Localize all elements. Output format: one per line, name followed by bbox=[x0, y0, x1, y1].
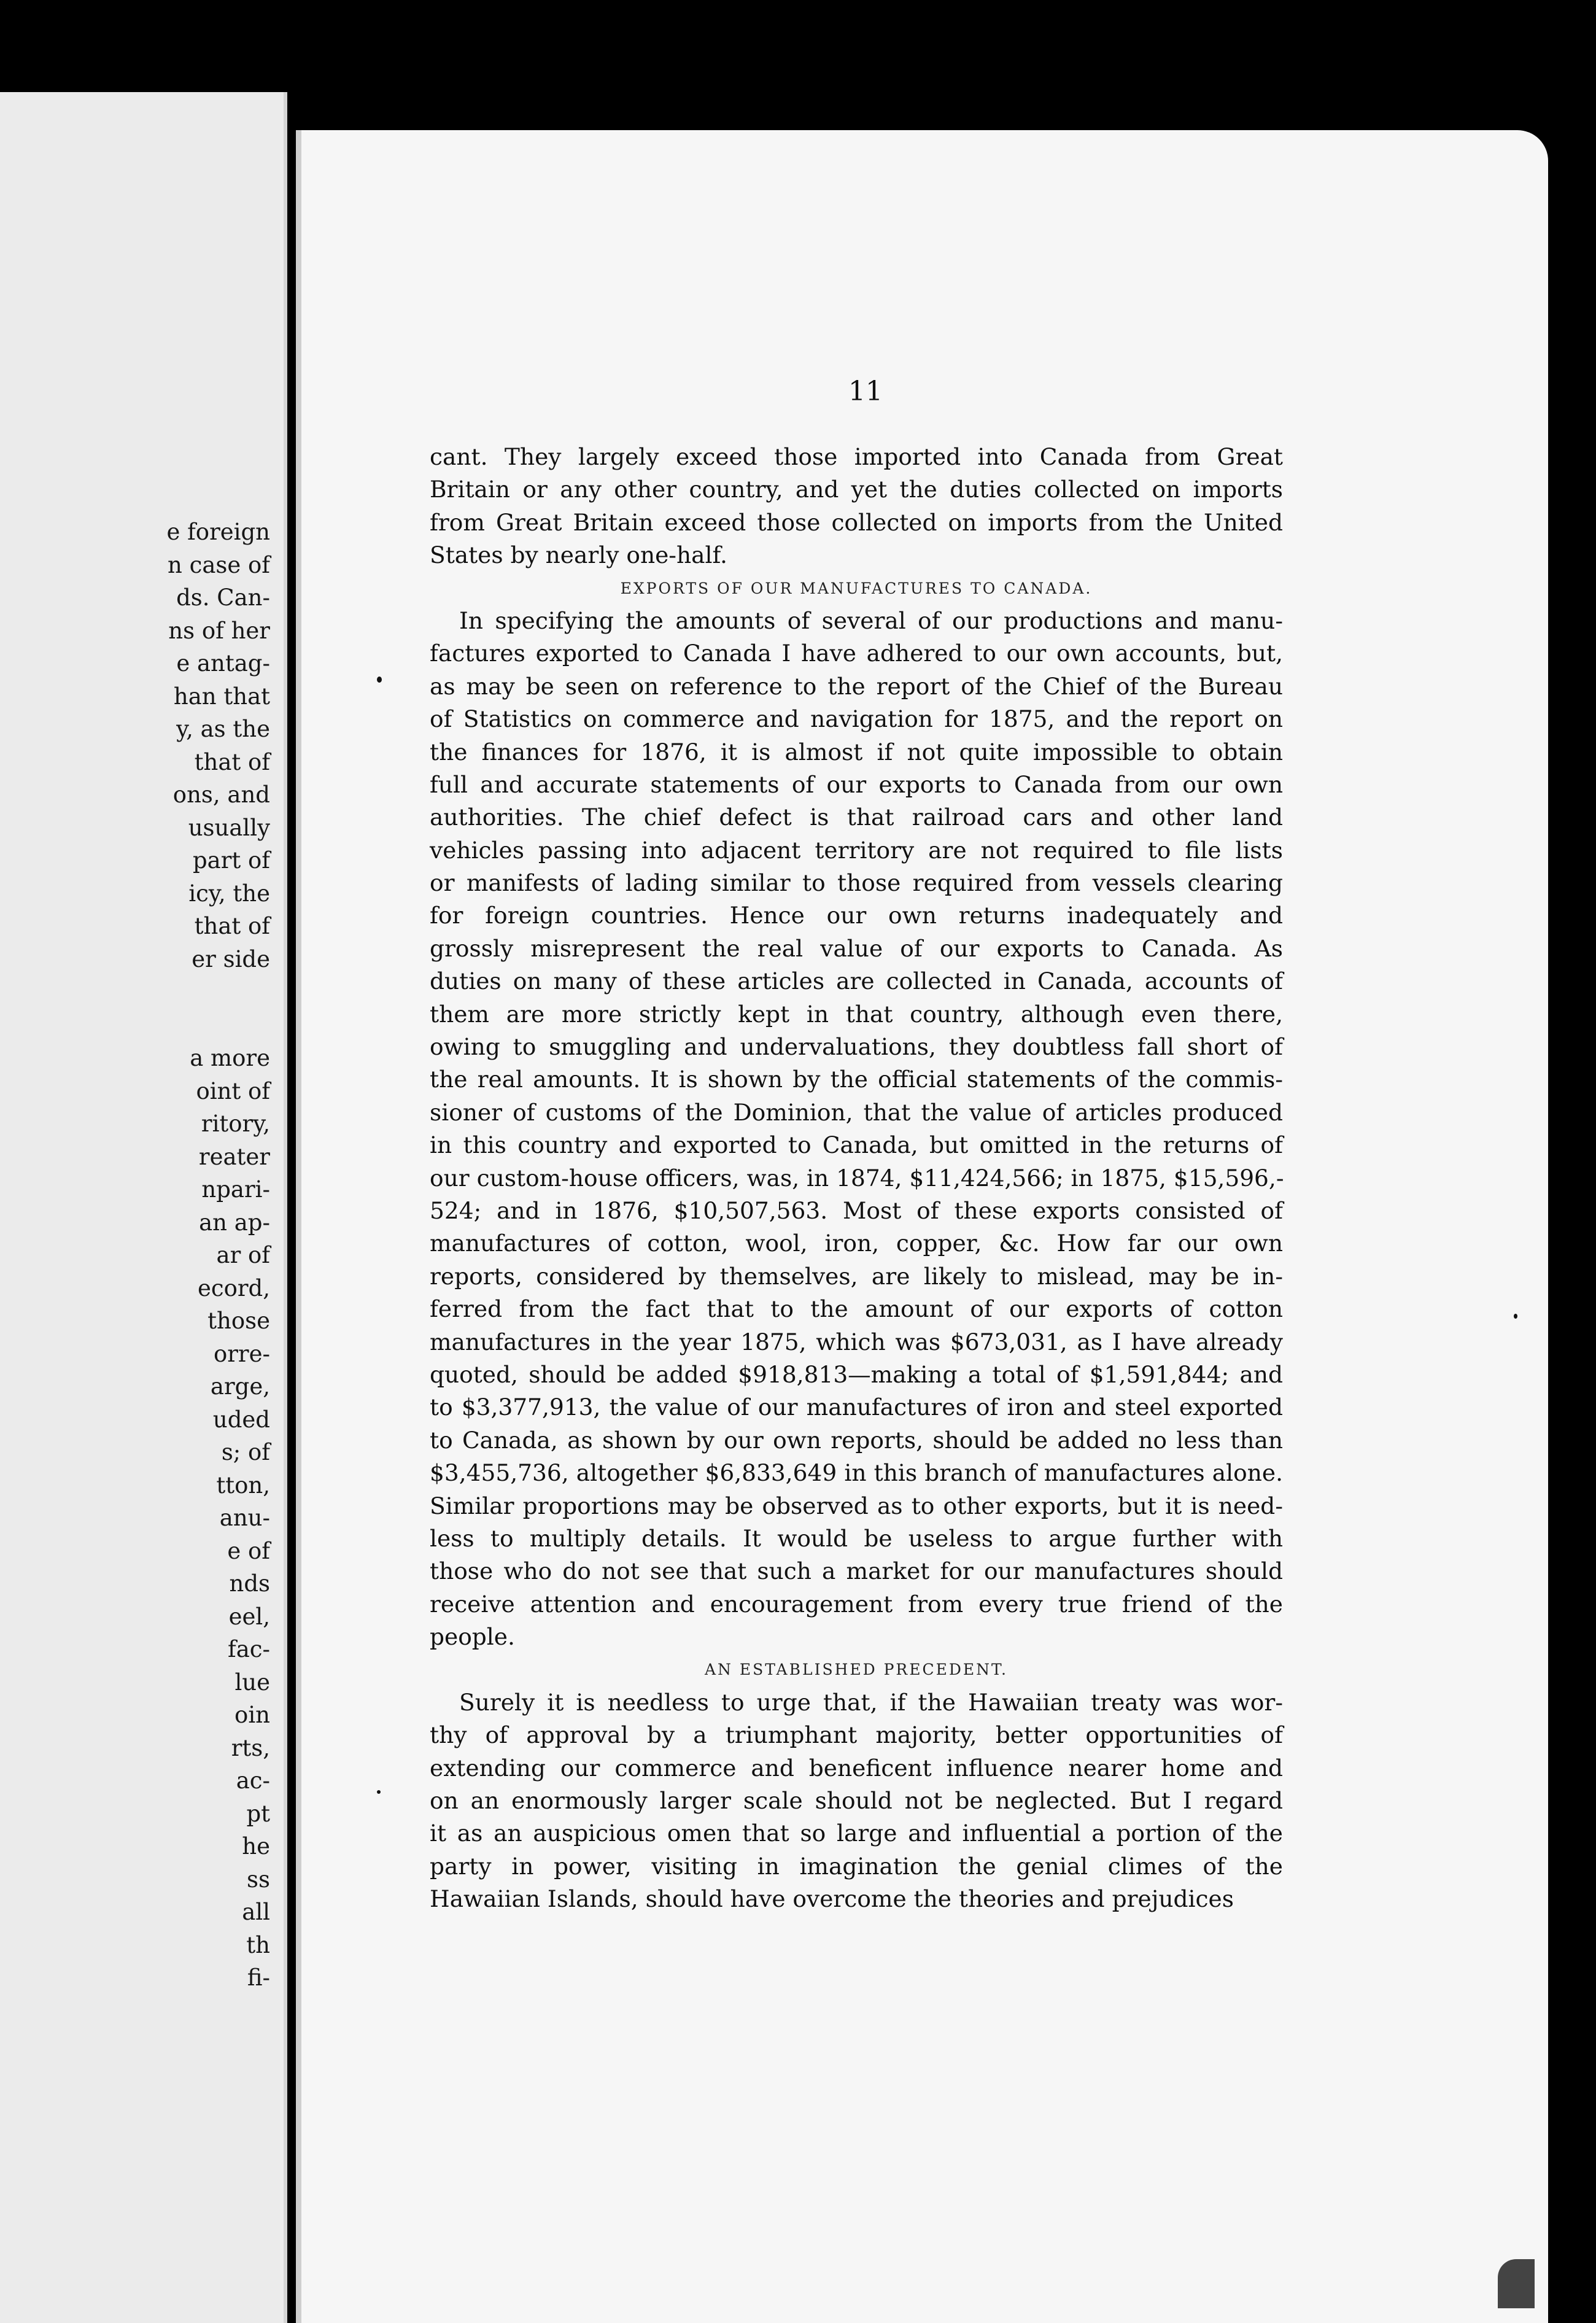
text-line: grossly misrepresent the real value of our exports to Canada. As bbox=[430, 934, 1283, 962]
text-line: In specifying the amounts of several of our productions and manu- bbox=[459, 607, 1283, 634]
left-page-line: that of bbox=[194, 913, 270, 939]
text-line: the real amounts. It is shown by the official statements of the commis- bbox=[430, 1066, 1283, 1093]
left-page-line: e foreign bbox=[166, 519, 270, 545]
left-page-line: anu- bbox=[219, 1505, 270, 1531]
text-line: 524; and in 1876, $10,507,563. Most of these exports consisted of bbox=[430, 1196, 1283, 1224]
text-line: it as an auspicious omen that so large and influential a portion of the bbox=[430, 1820, 1283, 1847]
paragraph-precedent bbox=[430, 1686, 1283, 1916]
text-line: or manifests of lading similar to those required from vessels clearing bbox=[430, 869, 1283, 897]
text-line: authorities. The chief defect is that railroad cars and other land bbox=[430, 804, 1283, 831]
text-line: cant. They largely exceed those imported into Canada from Great bbox=[430, 443, 1283, 470]
left-page-gap bbox=[0, 975, 270, 1042]
text-line: people. bbox=[430, 1623, 515, 1651]
text-line: manufactures of cotton, wool, iron, copper, &c. How far our own bbox=[430, 1230, 1283, 1257]
text-line: vehicles passing into adjacent territory are not required to file lists bbox=[430, 836, 1283, 864]
left-page-line: arge, bbox=[210, 1373, 270, 1400]
heading-precedent: AN ESTABLISHED PRECEDENT. bbox=[704, 1661, 1009, 1679]
text-line: party in power, visiting in imagination the genial climes of the bbox=[430, 1852, 1283, 1880]
left-page-line: ds. Can- bbox=[176, 584, 270, 611]
left-page-line: orre- bbox=[213, 1340, 270, 1367]
ink-speck bbox=[377, 1790, 381, 1794]
paragraph-cant bbox=[430, 441, 1283, 572]
text-line: for foreign countries. Hence our own returns inadequately and bbox=[430, 902, 1283, 929]
text-line: Britain or any other country, and yet the duties collected on imports bbox=[430, 476, 1283, 503]
left-page-line: he bbox=[242, 1833, 270, 1860]
left-page-line: e antag- bbox=[176, 650, 270, 677]
text-line: factures exported to Canada I have adhered to our own accounts, but, bbox=[430, 640, 1283, 667]
text-line: less to multiply details. It would be useless to argue further with bbox=[430, 1524, 1283, 1552]
left-page-line: pt bbox=[246, 1800, 270, 1827]
left-page-line: uded bbox=[212, 1406, 270, 1433]
ink-speck bbox=[377, 677, 382, 683]
left-page-line: tton, bbox=[216, 1472, 270, 1499]
text-line: in this country and exported to Canada, but omitted in the returns of bbox=[430, 1131, 1283, 1159]
text-line: from Great Britain exceed those collected on imports from the United bbox=[430, 508, 1283, 536]
left-page-line: usually bbox=[188, 814, 270, 841]
left-page-line: reater bbox=[198, 1143, 270, 1170]
page-number: 11 bbox=[848, 376, 883, 407]
left-page-line: s; of bbox=[221, 1439, 270, 1465]
left-page-line: ons, and bbox=[172, 781, 270, 808]
left-page-text bbox=[0, 516, 270, 1995]
left-page-line: n case of bbox=[168, 551, 270, 578]
text-line: Similar proportions may be observed as to other exports, but it is need- bbox=[430, 1492, 1283, 1519]
text-line: $3,455,736, altogether $6,833,649 in this branch of manufactures alone. bbox=[430, 1459, 1283, 1487]
text-line: on an enormously larger scale should not be neglected. But I regard bbox=[430, 1787, 1283, 1815]
left-page-line: ritory, bbox=[201, 1111, 270, 1137]
left-page-line: han that bbox=[173, 683, 270, 710]
text-line: the finances for 1876, it is almost if not quite impossible to obtain bbox=[430, 738, 1283, 766]
text-line: extending our commerce and beneficent influence nearer home and bbox=[430, 1754, 1283, 1782]
left-page-line: all bbox=[242, 1899, 270, 1925]
left-page-line: ss bbox=[247, 1866, 270, 1893]
ink-speck bbox=[1514, 1314, 1517, 1319]
text-line: those who do not see that such a market for our manufactures should bbox=[430, 1557, 1283, 1585]
text-line: to Canada, as shown by our own reports, should be added no less than bbox=[430, 1426, 1283, 1454]
left-page-line: a more bbox=[190, 1045, 270, 1071]
text-line: them are more strictly kept in that country, although even there, bbox=[430, 1000, 1283, 1028]
left-page-line: eel, bbox=[228, 1603, 270, 1630]
left-page-line: an ap- bbox=[199, 1209, 270, 1236]
left-page-line: part of bbox=[192, 847, 270, 874]
left-page-line: fac- bbox=[228, 1636, 270, 1662]
text-line: ferred from the fact that to the amount of our exports of cotton bbox=[430, 1295, 1283, 1323]
left-page-line: lue bbox=[234, 1669, 270, 1696]
text-line: thy of approval by a triumphant majority, better opportunities of bbox=[430, 1721, 1283, 1749]
text-line: manufactures in the year 1875, which was $673,031, as I have already bbox=[430, 1328, 1283, 1355]
text-line: reports, considered by themselves, are likely to mislead, may be in- bbox=[430, 1262, 1283, 1290]
left-page-line: npari- bbox=[201, 1176, 270, 1203]
page-body bbox=[430, 441, 1283, 1916]
text-line: owing to smuggling and undervaluations, they doubtless fall short of bbox=[430, 1033, 1283, 1061]
text-line: States by nearly one-half. bbox=[430, 541, 727, 569]
left-page-line: e of bbox=[227, 1537, 270, 1564]
left-page-line: icy, the bbox=[188, 880, 270, 907]
text-line: Hawaiian Islands, should have overcome the theories and prejudices bbox=[430, 1885, 1234, 1913]
left-page-line: that of bbox=[194, 748, 270, 775]
text-line: duties on many of these articles are collected in Canada, accounts of bbox=[430, 968, 1283, 995]
left-page-line: ecord, bbox=[197, 1274, 270, 1301]
left-page-line: those bbox=[207, 1308, 270, 1334]
left-page-line: ac- bbox=[236, 1767, 270, 1794]
text-line: quoted, should be added $918,813—making a total of $1,591,844; and bbox=[430, 1360, 1283, 1388]
text-line: Surely it is needless to urge that, if the Hawaiian treaty was wor- bbox=[459, 1688, 1283, 1716]
left-page-line: oin bbox=[234, 1702, 270, 1728]
left-page-line: y, as the bbox=[176, 716, 270, 742]
page-corner-shadow bbox=[1498, 2259, 1535, 2308]
left-page-line: ar of bbox=[216, 1242, 270, 1268]
page-gutter bbox=[296, 130, 301, 2323]
text-line: of Statistics on commerce and navigation for 1875, and the report on bbox=[430, 705, 1283, 733]
heading-exports: EXPORTS OF OUR MANUFACTURES TO CANADA. bbox=[620, 579, 1093, 597]
text-line: receive attention and encouragement from every true friend of the bbox=[430, 1590, 1283, 1618]
left-page-line: er side bbox=[192, 945, 270, 972]
text-line: sioner of customs of the Dominion, that the value of articles produced bbox=[430, 1098, 1283, 1126]
text-line: full and accurate statements of our exports to Canada from our own bbox=[430, 770, 1283, 798]
text-line: to $3,377,913, the value of our manufactures of iron and steel exported bbox=[430, 1394, 1283, 1421]
left-page-line: nds bbox=[229, 1570, 270, 1597]
left-page-line: ns of her bbox=[168, 617, 270, 644]
left-page-line: fi- bbox=[247, 1964, 270, 1991]
text-line: our custom-house officers, was, in 1874, $11,424,566; in 1875, $15,596,- bbox=[430, 1164, 1284, 1192]
paragraph-exports bbox=[430, 605, 1283, 1654]
left-page-line: th bbox=[246, 1931, 270, 1958]
text-line: as may be seen on reference to the report of the Chief of the Bureau bbox=[430, 672, 1283, 700]
left-page bbox=[0, 92, 287, 2323]
left-page-line: oint of bbox=[196, 1077, 270, 1104]
left-page-line: rts, bbox=[231, 1734, 270, 1761]
